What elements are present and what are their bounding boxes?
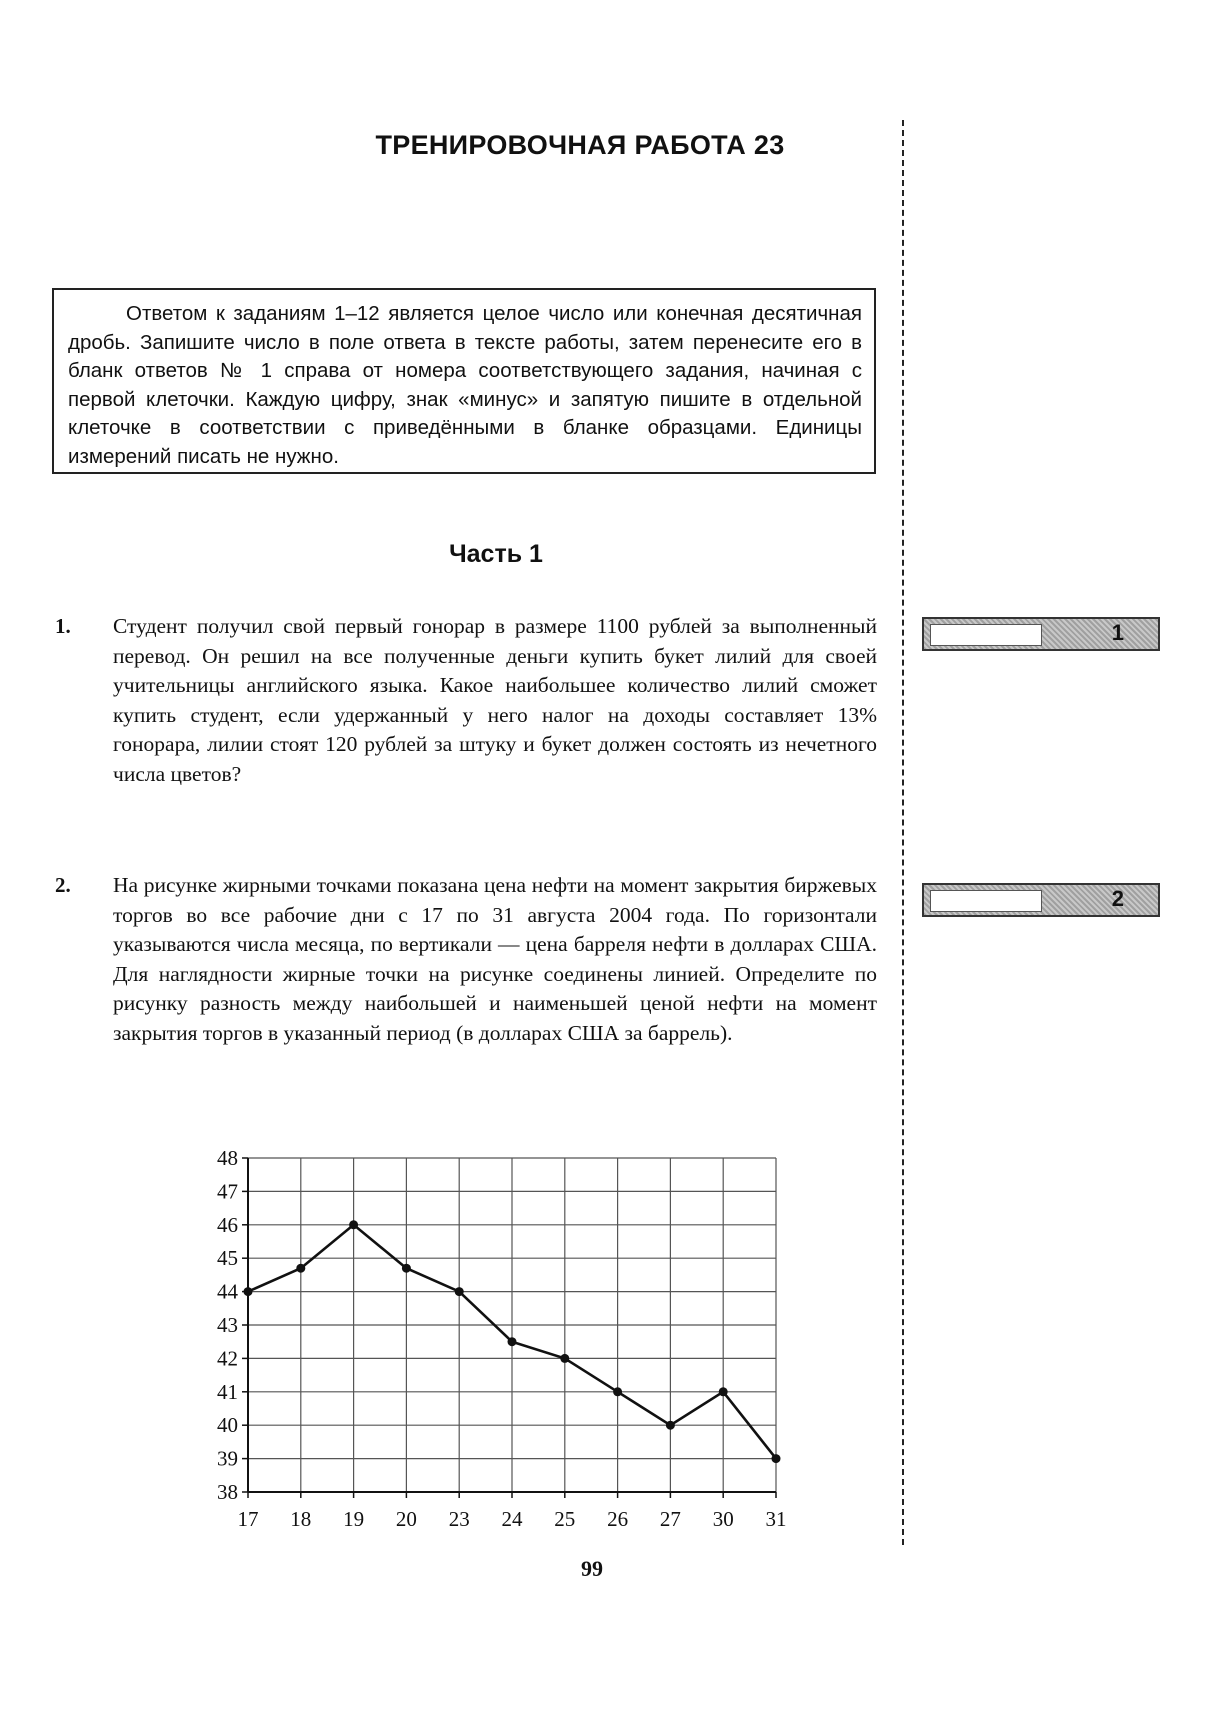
x-tick-label: 24	[501, 1507, 523, 1531]
data-point	[349, 1220, 358, 1229]
task-1-text: Студент получил свой первый гонорар в размере 1100 рублей за выполненный перевод. Он решил на все полученные деньги купить букет лилий для своей учительницы английского языка. Какое наибольшее количество лилий сможет купить студент, если удержанный у него налог на доходы составляет 13% гонорара, лилии стоят 120 рублей за штуку и букет должен состоять из нечетного числа цветов?	[113, 614, 877, 786]
y-tick-label: 48	[217, 1146, 238, 1170]
y-tick-label: 45	[217, 1246, 238, 1271]
data-point	[455, 1287, 464, 1296]
task-2-number: 2.	[55, 873, 71, 897]
chart-axes	[242, 1158, 776, 1498]
x-tick-label: 26	[607, 1507, 629, 1531]
data-point	[719, 1387, 728, 1396]
x-tick-label: 18	[290, 1507, 312, 1531]
chart-grid	[248, 1158, 776, 1492]
task-1-answer-label: 1	[1111, 620, 1124, 645]
oil-price-chart	[190, 1140, 810, 1540]
x-tick-label: 17	[237, 1507, 259, 1531]
task-1-number: 1.	[55, 614, 71, 638]
chart-labels	[217, 1146, 787, 1531]
y-tick-label: 40	[217, 1413, 238, 1438]
data-point	[772, 1454, 781, 1463]
y-tick-label: 43	[217, 1313, 238, 1337]
data-point	[613, 1387, 622, 1396]
x-tick-label: 30	[712, 1507, 734, 1531]
data-point	[296, 1264, 305, 1273]
instructions-box: Ответом к заданиям 1–12 является целое число или конечная десятичная дробь. Запишите число в поле ответа в тексте работы, затем перенесите его в бланк ответов № 1 справа от номера соответствующего задания, начиная с первой клеточки. Каждую цифру, знак «минус» и запятую пишите в отдельной клеточке в соответствии с приведёнными в бланке образцами. Единицы измерений писать не нужно.	[52, 288, 876, 474]
data-point	[666, 1421, 675, 1430]
y-tick-label: 42	[217, 1346, 238, 1371]
data-point	[560, 1354, 569, 1363]
page-number: 99	[581, 1556, 603, 1581]
task-1-answer-field[interactable]	[930, 624, 1042, 646]
task-2-answer-field[interactable]	[930, 890, 1042, 912]
y-tick-label: 38	[217, 1480, 238, 1504]
part-title: Часть 1	[449, 540, 543, 568]
task-1-answer-box	[922, 617, 1160, 651]
y-tick-label: 47	[217, 1179, 238, 1204]
data-point	[508, 1337, 517, 1346]
x-tick-label: 23	[448, 1507, 470, 1531]
page-title: ТРЕНИРОВОЧНАЯ РАБОТА 23	[375, 130, 785, 160]
cut-line	[902, 120, 904, 1545]
x-tick-label: 25	[554, 1507, 576, 1531]
x-tick-label: 19	[343, 1507, 365, 1531]
data-point	[402, 1264, 411, 1273]
y-tick-label: 46	[217, 1212, 238, 1237]
task-2-text: На рисунке жирными точками показана цена нефти на момент закрытия биржевых торгов во все рабочие дни с 17 по 31 августа 2004 года. По горизонтали указываются числа месяца, по вертикали — цена барреля нефти в долларах США. Для наглядности жирные точки на рисунке соединены линией. Определите по рисунку разность между наибольшей и наименьшей ценой нефти на момент закрытия торгов в указанный период (в долларах США за баррель).	[113, 873, 877, 1045]
data-point	[244, 1287, 253, 1296]
y-tick-label: 41	[217, 1379, 238, 1404]
x-tick-label: 31	[765, 1507, 787, 1531]
y-tick-label: 44	[217, 1279, 238, 1304]
task-2-answer-box	[922, 883, 1160, 917]
x-tick-label: 20	[395, 1507, 417, 1531]
y-tick-label: 39	[217, 1446, 238, 1471]
task-2-answer-label: 2	[1111, 886, 1124, 911]
x-tick-label: 27	[659, 1507, 681, 1531]
